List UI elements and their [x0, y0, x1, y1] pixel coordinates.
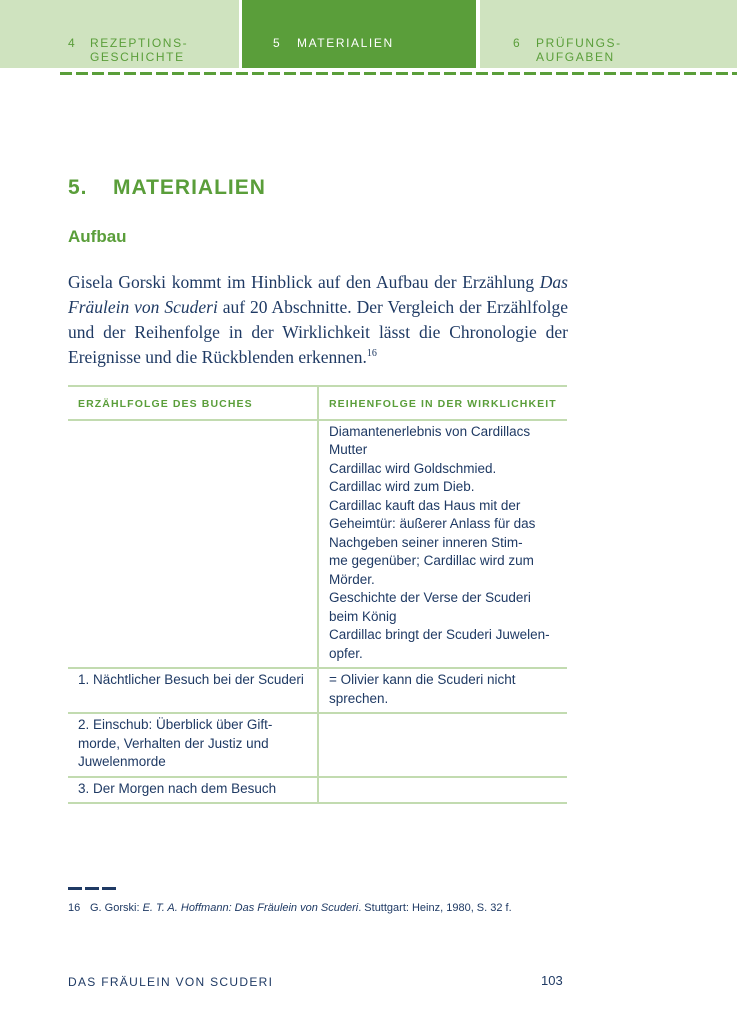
footnote-divider: [68, 887, 116, 890]
cell-line: sprechen.: [329, 690, 389, 706]
cell-line: Mutter: [329, 442, 368, 457]
cell-line: me gegenüber; Cardillac wird zum: [329, 553, 534, 568]
footnote: [68, 902, 512, 914]
table-cell-empty: [318, 777, 567, 804]
chapter-tab-bar: [0, 0, 737, 70]
footnote-rest: . Stuttgart: Heinz, 1980, S. 32 f.: [358, 902, 512, 914]
table-row: [68, 713, 567, 777]
column-header-narrative-order: ERZÄHLFOLGE DES BUCHES: [68, 386, 318, 420]
tab-number: 5: [273, 36, 282, 50]
tab-pruefungsaufgaben[interactable]: [480, 0, 737, 68]
intro-book-title: Das Fräulein von Scuderi: [68, 272, 568, 317]
chapter-title-text: MATERIALIEN: [113, 176, 266, 199]
chapter-title: [68, 176, 266, 200]
cell-line: Geheimtür: äußerer Anlass für das: [329, 516, 536, 531]
table-row: [68, 777, 567, 804]
page-number: 103: [541, 973, 563, 988]
table-header-row: [68, 386, 567, 420]
footnote-number: 16: [68, 902, 81, 914]
cell-line: Mörder.: [329, 571, 375, 587]
table-row: [68, 668, 567, 713]
table-cell: 3. Der Morgen nach dem Besuch: [68, 777, 318, 804]
cell-line: Cardillac wird Goldschmied.: [329, 460, 497, 476]
tab-rezeptionsgeschichte[interactable]: [0, 0, 239, 68]
table-cell: [318, 668, 567, 713]
table-row: [68, 420, 567, 669]
tab-materialien[interactable]: [242, 0, 476, 68]
table-cell: [318, 420, 567, 669]
tab-label-line1: REZEPTIONS-: [90, 36, 189, 50]
section-title: Aufbau: [68, 227, 127, 246]
cell-line: opfer.: [329, 645, 363, 661]
tab-label: [90, 36, 188, 64]
running-footer-title: DAS FRÄULEIN VON SCUDERI: [68, 975, 274, 989]
cell-line: Cardillac kauft das Haus mit der: [329, 497, 521, 513]
cell-line: = Olivier kann die Scuderi nicht: [329, 672, 516, 687]
footnote-title: E. T. A. Hoffmann: Das Fräulein von Scuderi: [142, 902, 359, 914]
chapter-number: 5.: [68, 176, 88, 199]
cell-line: 2. Einschub: Überblick über Gift-: [78, 717, 273, 732]
tab-number: 4: [68, 36, 77, 50]
column-header-real-order: REIHENFOLGE IN DER WIRKLICHKEIT: [318, 386, 567, 420]
cell-line: beim König: [329, 608, 397, 624]
tab-number: 6: [513, 36, 522, 50]
tab-label: [536, 36, 622, 64]
footnote-ref[interactable]: 16: [366, 348, 377, 359]
tab-label-line2: GESCHICHTE: [90, 50, 185, 64]
cell-line: Cardillac wird zum Dieb.: [329, 479, 475, 494]
cell-line: morde, Verhalten der Justiz und: [78, 735, 269, 751]
table-cell-empty: [318, 713, 567, 777]
tab-label: MATERIALIEN: [297, 36, 394, 50]
cell-line: Diamantenerlebnis von Cardillacs: [329, 423, 531, 439]
cell-line: Nachgeben seiner inneren Stim-: [329, 534, 523, 550]
intro-text-2: auf 20 Abschnitte. Der Vergleich der Erzählfolge und der Reihenfolge in der Wirklichkeit lässt die Chronologie der Ereignisse und die Rückblenden erkennen.: [68, 297, 568, 367]
tab-label-line1: PRÜFUNGS-: [536, 36, 622, 50]
intro-paragraph: [68, 270, 568, 370]
sequence-table: [68, 385, 567, 804]
table-cell-empty: [68, 420, 318, 669]
table-cell: [68, 713, 318, 777]
footnote-author: G. Gorski:: [90, 902, 143, 914]
cell-line: Geschichte der Verse der Scuderi: [329, 590, 531, 605]
table-cell: 1. Nächtlicher Besuch bei der Scuderi: [68, 668, 318, 713]
cell-line: Cardillac bringt der Scuderi Juwelen-: [329, 627, 550, 642]
header-dashed-divider: [60, 72, 737, 75]
cell-line: Juwelenmorde: [78, 754, 166, 769]
intro-text-1: Gisela Gorski kommt im Hinblick auf den Aufbau der Erzählung: [68, 272, 540, 292]
tab-label-line2: AUFGABEN: [536, 50, 615, 64]
